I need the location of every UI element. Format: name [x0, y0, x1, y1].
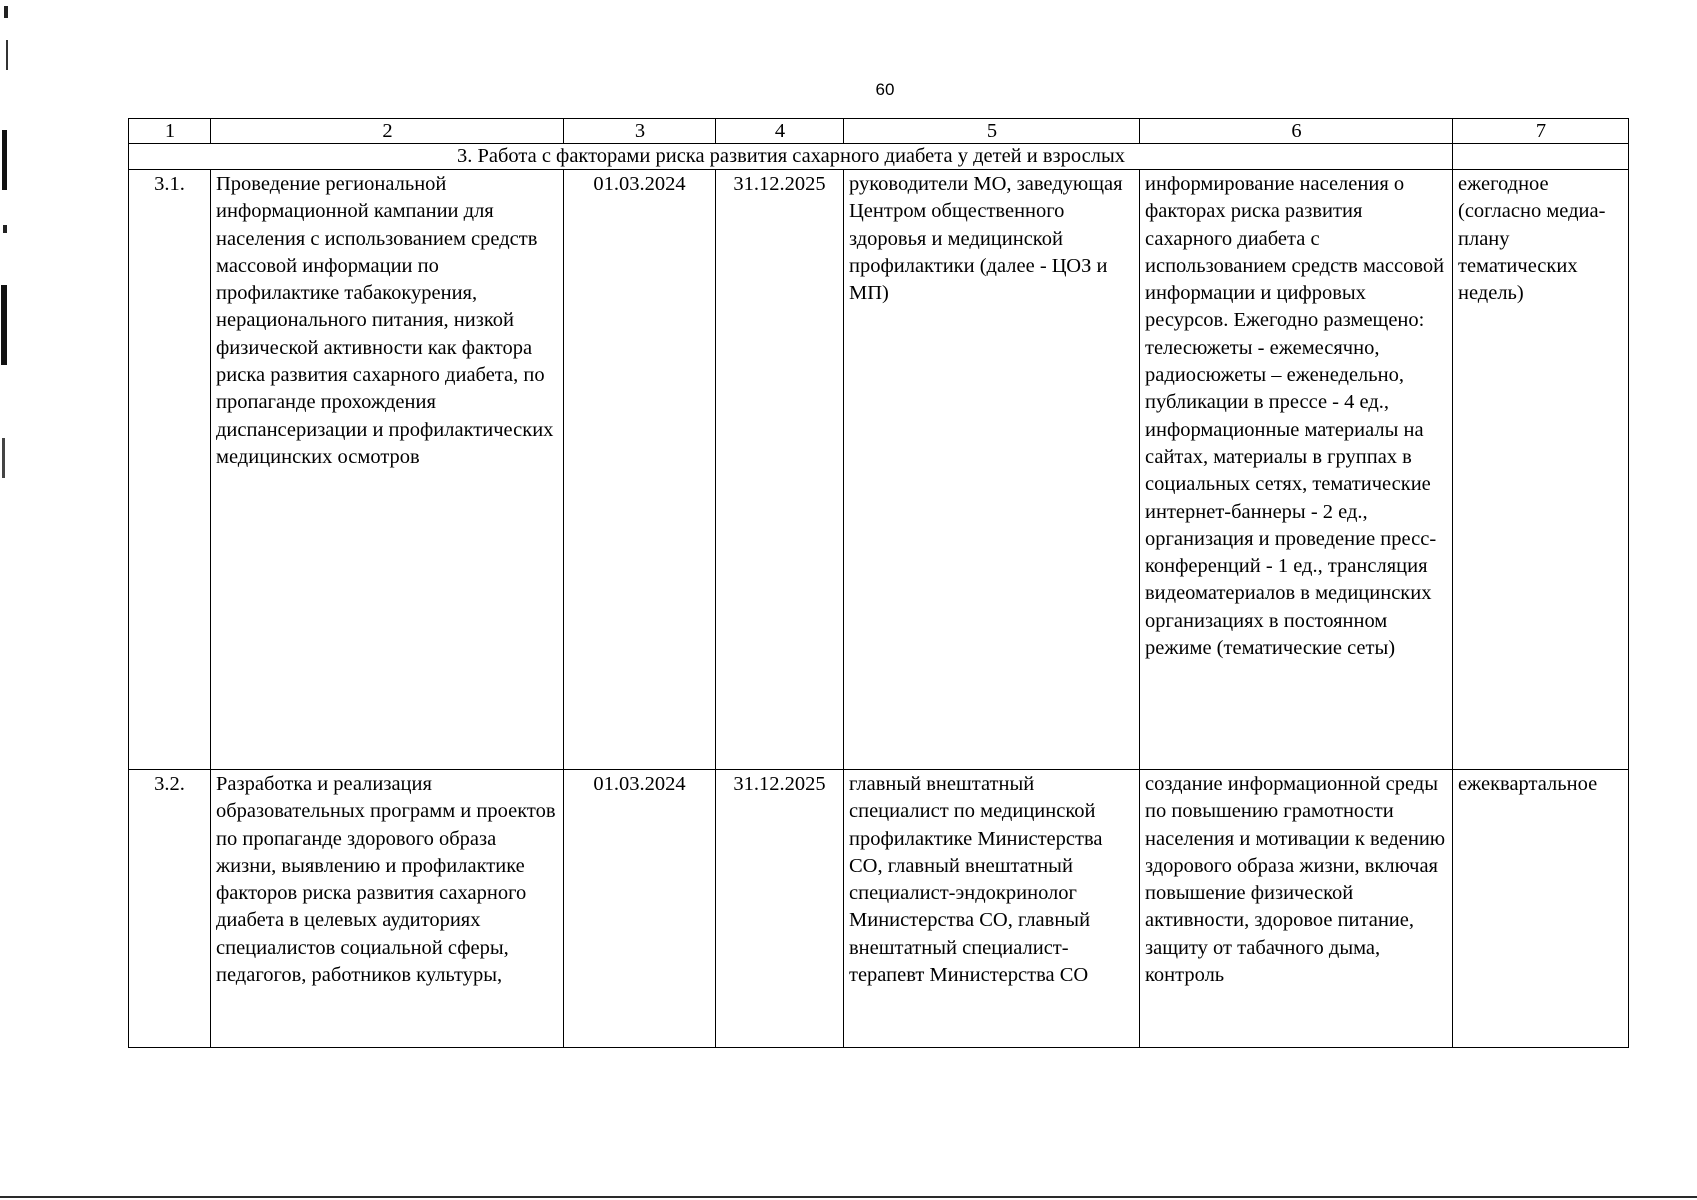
activity-cell: Проведение региональной информационной кампании для населения с использованием средств массовой информации по профилактике табакокурения, нерационального питания, низкой физической активности как фактора риска развития сахарного диабета, по пропаганде прохождения диспансеризации и профилактических медицинских осмотров	[211, 170, 564, 770]
section-row	[129, 144, 1629, 170]
section-empty-cell	[1453, 144, 1629, 170]
header-cell-7: 7	[1453, 119, 1629, 144]
periodicity-cell: ежеквартальное	[1453, 770, 1629, 1048]
header-cell-3: 3	[564, 119, 716, 144]
table-row	[129, 770, 1629, 1048]
end-date-cell: 31.12.2025	[716, 770, 844, 1048]
scan-edge-marks	[0, 0, 14, 1200]
measures-table	[128, 118, 1629, 1048]
header-cell-1: 1	[129, 119, 211, 144]
start-date-cell: 01.03.2024	[564, 770, 716, 1048]
header-cell-2: 2	[211, 119, 564, 144]
table-row	[129, 170, 1629, 770]
header-cell-6: 6	[1140, 119, 1453, 144]
result-cell: информирование населения о факторах риска развития сахарного диабета с использованием средств массовой информации и цифровых ресурсов. Ежегодно размещено: телесюжеты - ежемесячно, радиосюжеты – еженедельно, публикации в прессе - 4 ед., информационные материалы на сайтах, материалы в группах в социальных сетях, тематические интернет-баннеры - 2 ед., организация и проведение пресс-конференций - 1 ед., трансляция видеоматериалов в медицинских организациях в постоянном режиме (тематические сеты)	[1140, 170, 1453, 770]
result-cell: создание информационной среды по повышению грамотности населения и мотивации к ведению здорового образа жизни, включая повышение физической активности, здоровое питание, защиту от табачного дыма, контроль	[1140, 770, 1453, 1048]
measures-table-container	[128, 118, 1628, 1048]
header-cell-4: 4	[716, 119, 844, 144]
page-number: 60	[875, 80, 895, 99]
end-date-cell: 31.12.2025	[716, 170, 844, 770]
row-number: 3.1.	[129, 170, 211, 770]
responsible-cell: руководители МО, заведующая Центром общественного здоровья и медицинской профилактики (далее - ЦОЗ и МП)	[844, 170, 1140, 770]
activity-cell: Разработка и реализация образовательных программ и проектов по пропаганде здорового образа жизни, выявлению и профилактике факторов риска развития сахарного диабета в целевых аудиториях специалистов социальной сферы, педагогов, работников культуры,	[211, 770, 564, 1048]
scan-bottom-edge	[0, 1196, 1697, 1198]
section-title: 3. Работа с факторами риска развития сахарного диабета у детей и взрослых	[129, 144, 1453, 170]
table-header-row	[129, 119, 1629, 144]
start-date-cell: 01.03.2024	[564, 170, 716, 770]
header-cell-5: 5	[844, 119, 1140, 144]
responsible-cell: главный внештатный специалист по медицинской профилактике Министерства СО, главный внештатный специалист-эндокринолог Министерства СО, главный внештатный специалист-терапевт Министерства СО	[844, 770, 1140, 1048]
periodicity-cell: ежегодное (согласно медиа-плану тематических недель)	[1453, 170, 1629, 770]
row-number: 3.2.	[129, 770, 211, 1048]
